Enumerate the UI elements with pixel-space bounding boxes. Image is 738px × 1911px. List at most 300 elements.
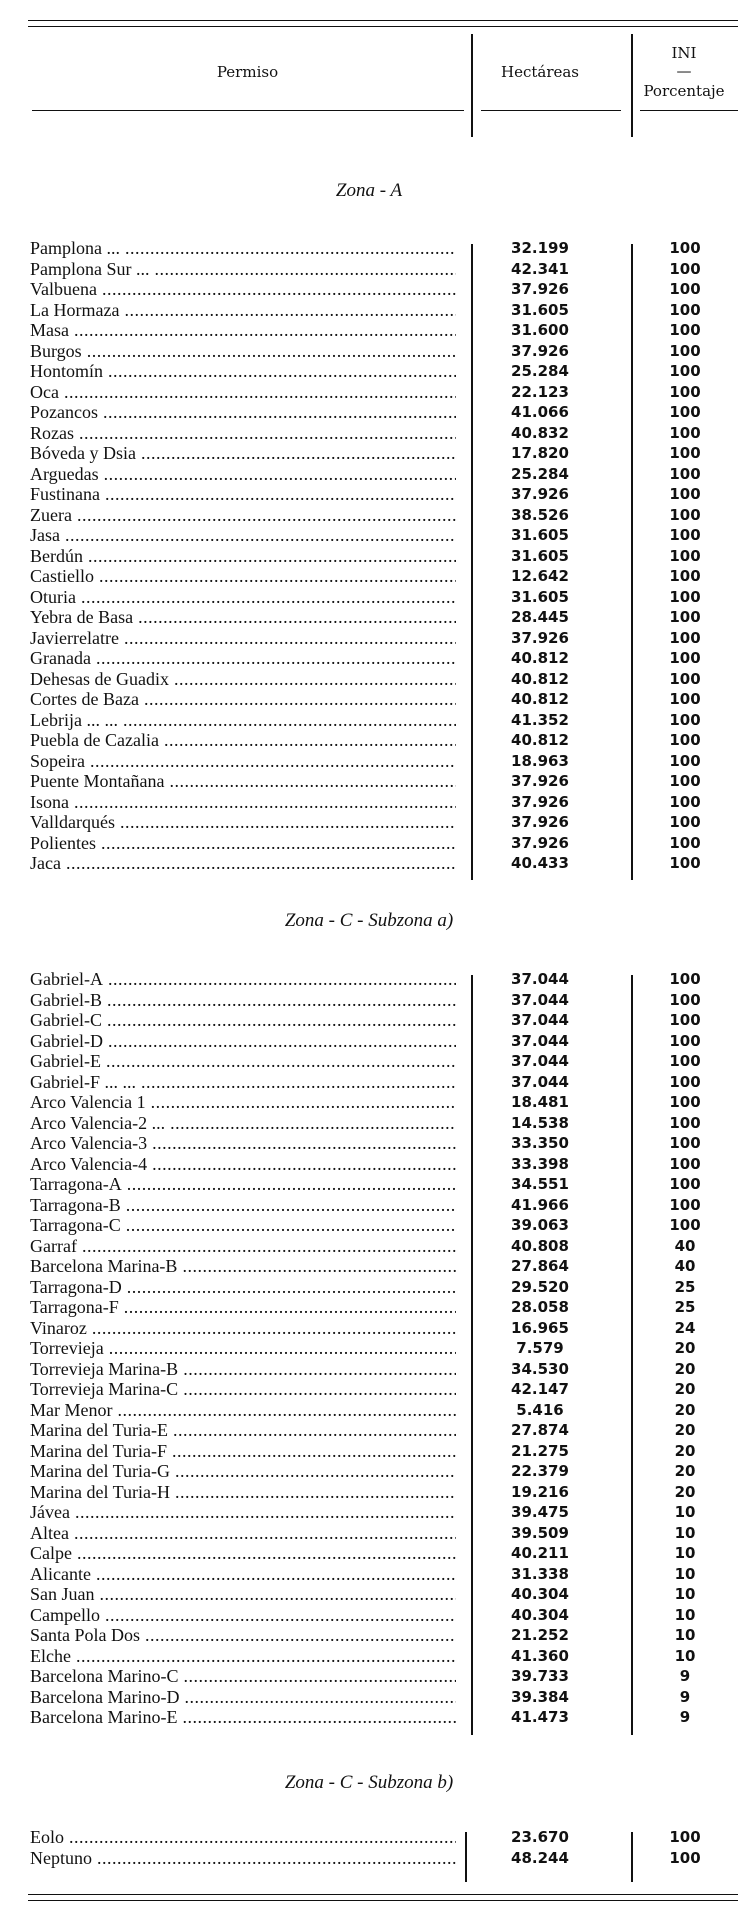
permiso-cell: Gabriel-E .....	[30, 1051, 456, 1071]
table-row	[0, 1091, 738, 1112]
permiso-cell: Gabriel-D .....	[30, 1031, 456, 1051]
hectareas-cell: 40.433	[511, 854, 569, 872]
permiso-cell: Castiello .....	[30, 566, 456, 586]
header-hectareas: Hectáreas	[500, 63, 580, 81]
porcentaje-cell: 100	[669, 1011, 701, 1029]
table-row	[0, 524, 738, 545]
porcentaje-cell: 100	[669, 239, 701, 257]
porcentaje-cell: 100	[669, 833, 701, 852]
table-row	[0, 1563, 738, 1584]
header-ini-dash: —	[676, 62, 692, 80]
porcentaje-cell: 10	[674, 1626, 696, 1644]
porcentaje-cell: 20	[674, 1441, 696, 1460]
table-row	[0, 1522, 738, 1543]
table-row	[0, 1214, 738, 1235]
zone-c-b-rows	[0, 1826, 738, 1867]
porcentaje-cell: 20	[674, 1359, 696, 1378]
table-row	[0, 852, 738, 873]
permiso-cell: Hontomín .....	[30, 361, 456, 381]
porcentaje-cell: 100	[669, 690, 701, 708]
hectareas-cell: 31.605	[511, 546, 569, 565]
permiso-cell: Zuera .....	[30, 505, 456, 525]
porcentaje-cell: 100	[669, 970, 701, 988]
table-row	[0, 1440, 738, 1461]
porcentaje-cell: 100	[669, 772, 701, 790]
hectareas-cell: 31.605	[511, 526, 569, 544]
hectareas-cell: 12.642	[511, 567, 569, 585]
permiso-cell: Cortes de Baza .....	[30, 689, 456, 709]
permiso-cell: Altea .....	[30, 1523, 456, 1543]
hectareas-cell: 7.579	[516, 1339, 564, 1357]
header-permiso: Permiso	[216, 63, 279, 81]
permiso-cell: Arguedas .....	[30, 464, 456, 484]
porcentaje-cell: 10	[674, 1585, 696, 1603]
hectareas-cell: 25.284	[511, 464, 569, 483]
hectareas-cell: 37.926	[511, 280, 569, 298]
table-row	[0, 1399, 738, 1420]
permiso-cell: Rozas .....	[30, 423, 456, 443]
permiso-cell: Polientes .....	[30, 833, 456, 853]
table-row	[0, 1071, 738, 1092]
porcentaje-cell: 9	[679, 1687, 691, 1706]
table-row	[0, 504, 738, 525]
hectareas-cell: 16.965	[511, 1318, 569, 1337]
permiso-cell: Eolo .....	[30, 1827, 456, 1847]
table-row	[0, 1276, 738, 1297]
hectareas-cell: 33.350	[511, 1134, 569, 1152]
hectareas-cell: 39.509	[511, 1523, 569, 1542]
hectareas-cell: 48.244	[511, 1848, 569, 1867]
table-row	[0, 360, 738, 381]
porcentaje-cell: 100	[669, 1195, 701, 1214]
porcentaje-cell: 25	[674, 1277, 696, 1296]
hectareas-cell: 37.044	[511, 1072, 569, 1091]
porcentaje-cell: 10	[674, 1646, 696, 1665]
porcentaje-cell: 100	[669, 669, 701, 688]
porcentaje-cell: 40	[674, 1236, 696, 1255]
permiso-cell: Puente Montañana .....	[30, 771, 456, 791]
permiso-cell: Alicante .....	[30, 1564, 456, 1584]
hectareas-cell: 37.926	[511, 772, 569, 790]
header-underline-permiso	[32, 110, 464, 111]
porcentaje-cell: 40	[674, 1257, 696, 1275]
table-row	[0, 1050, 738, 1071]
porcentaje-cell: 20	[674, 1339, 696, 1357]
table-row	[0, 1665, 738, 1686]
porcentaje-cell: 20	[674, 1482, 696, 1501]
header-divider-2	[631, 34, 633, 137]
porcentaje-cell: 10	[674, 1503, 696, 1521]
hectareas-cell: 34.551	[511, 1175, 569, 1193]
permiso-cell: Jasa .....	[30, 525, 456, 545]
porcentaje-cell: 100	[669, 567, 701, 585]
table-row	[0, 1624, 738, 1645]
permiso-cell: Isona .....	[30, 792, 456, 812]
porcentaje-cell: 100	[669, 813, 701, 831]
porcentaje-cell: 100	[669, 280, 701, 298]
hectareas-cell: 41.066	[511, 403, 569, 421]
table-row	[0, 1255, 738, 1276]
porcentaje-cell: 25	[674, 1298, 696, 1316]
permiso-cell: Gabriel-C .....	[30, 1010, 456, 1030]
table-row	[0, 1030, 738, 1051]
porcentaje-cell: 20	[674, 1421, 696, 1439]
top-rule-inner	[28, 26, 738, 27]
table-row	[0, 483, 738, 504]
permiso-cell: Calpe .....	[30, 1543, 456, 1563]
permiso-cell: Marina del Turia-E .....	[30, 1420, 456, 1440]
hectareas-cell: 40.812	[511, 690, 569, 708]
hectareas-cell: 29.520	[511, 1277, 569, 1296]
porcentaje-cell: 100	[669, 259, 701, 278]
porcentaje-cell: 10	[674, 1523, 696, 1542]
table-row	[0, 237, 738, 258]
table-row	[0, 442, 738, 463]
hectareas-cell: 31.605	[511, 300, 569, 319]
table-row	[0, 1419, 738, 1440]
hectareas-cell: 40.304	[511, 1585, 569, 1603]
porcentaje-cell: 100	[669, 403, 701, 421]
table-row	[0, 1317, 738, 1338]
hectareas-cell: 31.600	[511, 321, 569, 339]
permiso-cell: Burgos .....	[30, 341, 456, 361]
hectareas-cell: 37.926	[511, 485, 569, 503]
permiso-cell: Oca .....	[30, 382, 456, 402]
table-row	[0, 750, 738, 771]
table-row	[0, 1173, 738, 1194]
permiso-cell: Tarragona-F .....	[30, 1297, 456, 1317]
porcentaje-cell: 100	[669, 485, 701, 503]
permiso-cell: Marina del Turia-F .....	[30, 1441, 456, 1461]
table-row	[0, 647, 738, 668]
permiso-cell: La Hormaza .....	[30, 300, 456, 320]
porcentaje-cell: 100	[669, 990, 701, 1009]
table-row	[0, 811, 738, 832]
permiso-cell: Marina del Turia-H .....	[30, 1482, 456, 1502]
hectareas-cell: 40.211	[511, 1544, 569, 1562]
permiso-cell: Bóveda y Dsia .....	[30, 443, 456, 463]
table-row	[0, 422, 738, 443]
permiso-cell: Pamplona Sur ... .....	[30, 259, 456, 279]
hectareas-cell: 37.926	[511, 792, 569, 811]
hectareas-cell: 37.926	[511, 341, 569, 360]
table-row	[0, 278, 738, 299]
permiso-cell: Yebra de Basa .....	[30, 607, 456, 627]
permiso-cell: Dehesas de Guadix .....	[30, 669, 456, 689]
table-row	[0, 1378, 738, 1399]
hectareas-cell: 21.252	[511, 1626, 569, 1644]
hectareas-cell: 37.044	[511, 990, 569, 1009]
table-row	[0, 1337, 738, 1358]
permiso-cell: Tarragona-C .....	[30, 1215, 456, 1235]
table-row	[0, 668, 738, 689]
table-row	[0, 989, 738, 1010]
permiso-cell: Arco Valencia-3 .....	[30, 1133, 456, 1153]
table-row	[0, 606, 738, 627]
permiso-cell: Tarragona-A .....	[30, 1174, 456, 1194]
top-rule	[28, 20, 738, 21]
hectareas-cell: 37.926	[511, 813, 569, 831]
table-row	[0, 1542, 738, 1563]
porcentaje-cell: 100	[669, 546, 701, 565]
porcentaje-cell: 20	[674, 1380, 696, 1398]
hectareas-cell: 19.216	[511, 1482, 569, 1501]
porcentaje-cell: 100	[669, 710, 701, 729]
hectareas-cell: 39.475	[511, 1503, 569, 1521]
table-row	[0, 688, 738, 709]
porcentaje-cell: 100	[669, 854, 701, 872]
porcentaje-cell: 100	[669, 1113, 701, 1132]
hectareas-cell: 39.063	[511, 1216, 569, 1234]
hectareas-cell: 38.526	[511, 505, 569, 524]
porcentaje-cell: 100	[669, 1072, 701, 1091]
porcentaje-cell: 10	[674, 1605, 696, 1624]
table-row	[0, 1235, 738, 1256]
porcentaje-cell: 100	[669, 464, 701, 483]
header-ini: INI	[671, 44, 697, 62]
hectareas-cell: 17.820	[511, 444, 569, 462]
hectareas-cell: 41.360	[511, 1646, 569, 1665]
permiso-cell: Gabriel-F ... ... .....	[30, 1072, 456, 1092]
hectareas-cell: 32.199	[511, 239, 569, 257]
table-row	[0, 565, 738, 586]
table-row	[0, 1706, 738, 1727]
permiso-cell: Tarragona-B .....	[30, 1195, 456, 1215]
table-row	[0, 401, 738, 422]
table-row	[0, 1009, 738, 1030]
table-row	[0, 1826, 738, 1847]
table-row	[0, 1132, 738, 1153]
porcentaje-cell: 100	[669, 505, 701, 524]
permiso-cell: Barcelona Marino-E .....	[30, 1707, 456, 1727]
permiso-cell: Granada .....	[30, 648, 456, 668]
porcentaje-cell: 100	[669, 341, 701, 360]
permiso-cell: Santa Pola Dos .....	[30, 1625, 456, 1645]
hectareas-cell: 28.445	[511, 608, 569, 626]
hectareas-cell: 22.123	[511, 382, 569, 401]
hectareas-cell: 34.530	[511, 1359, 569, 1378]
permiso-cell: Garraf .....	[30, 1236, 456, 1256]
hectareas-cell: 41.966	[511, 1195, 569, 1214]
permiso-cell: Masa .....	[30, 320, 456, 340]
table-row	[0, 729, 738, 750]
zone-c-a-title: Zona - C - Subzona a)	[284, 910, 454, 931]
table-row	[0, 586, 738, 607]
permiso-cell: Marina del Turia-G .....	[30, 1461, 456, 1481]
permiso-cell: Jaca .....	[30, 853, 456, 873]
table-row	[0, 1645, 738, 1666]
permiso-cell: Pamplona ... .....	[30, 238, 456, 258]
permiso-cell: Fustinana .....	[30, 484, 456, 504]
permiso-cell: Campello .....	[30, 1605, 456, 1625]
hectareas-cell: 23.670	[511, 1828, 569, 1846]
table-row	[0, 1501, 738, 1522]
porcentaje-cell: 10	[674, 1544, 696, 1562]
permiso-cell: Pozancos .....	[30, 402, 456, 422]
permiso-cell: Gabriel-B .....	[30, 990, 456, 1010]
permiso-cell: Torrevieja .....	[30, 1338, 456, 1358]
hectareas-cell: 37.044	[511, 1031, 569, 1050]
hectareas-cell: 37.926	[511, 833, 569, 852]
header-porcentaje: Porcentaje	[643, 82, 725, 100]
hectareas-cell: 42.147	[511, 1380, 569, 1398]
zone-c-b-title: Zona - C - Subzona b)	[284, 1772, 454, 1793]
porcentaje-cell: 100	[669, 1134, 701, 1152]
header-underline-hectareas	[481, 110, 621, 111]
permiso-cell: Javierrelatre .....	[30, 628, 456, 648]
table-row	[0, 1460, 738, 1481]
porcentaje-cell: 20	[674, 1462, 696, 1480]
header-underline-ini	[640, 110, 738, 111]
hectareas-cell: 42.341	[511, 259, 569, 278]
hectareas-cell: 31.338	[511, 1564, 569, 1583]
permiso-cell: Sopeira .....	[30, 751, 456, 771]
table-row	[0, 381, 738, 402]
porcentaje-cell: 100	[669, 362, 701, 380]
table-row	[0, 1847, 738, 1868]
hectareas-cell: 5.416	[516, 1400, 564, 1419]
permiso-cell: Puebla de Cazalia .....	[30, 730, 456, 750]
porcentaje-cell: 100	[669, 649, 701, 667]
permiso-cell: Neptuno .....	[30, 1848, 456, 1868]
zone-a-rows	[0, 237, 738, 873]
hectareas-cell: 37.044	[511, 1052, 569, 1070]
hectareas-cell: 40.812	[511, 669, 569, 688]
permiso-cell: Torrevieja Marina-B .....	[30, 1359, 456, 1379]
permiso-cell: Arco Valencia 1 .....	[30, 1092, 456, 1112]
table-row	[0, 709, 738, 730]
porcentaje-cell: 9	[679, 1708, 691, 1726]
permiso-cell: Tarragona-D .....	[30, 1277, 456, 1297]
porcentaje-cell: 100	[669, 444, 701, 462]
permiso-cell: Valldarqués .....	[30, 812, 456, 832]
porcentaje-cell: 100	[669, 628, 701, 647]
porcentaje-cell: 100	[669, 792, 701, 811]
porcentaje-cell: 24	[674, 1318, 696, 1337]
porcentaje-cell: 100	[669, 300, 701, 319]
permiso-cell: Gabriel-A .....	[30, 969, 456, 989]
table-row	[0, 258, 738, 279]
porcentaje-cell: 100	[669, 1093, 701, 1111]
bottom-rule-inner	[28, 1900, 738, 1901]
porcentaje-cell: 100	[669, 1175, 701, 1193]
table-row	[0, 1358, 738, 1379]
porcentaje-cell: 20	[674, 1400, 696, 1419]
hectareas-cell: 21.275	[511, 1441, 569, 1460]
zone-c-a-rows	[0, 968, 738, 1727]
hectareas-cell: 31.605	[511, 587, 569, 606]
permiso-cell: Barcelona Marino-D .....	[30, 1687, 456, 1707]
table-row	[0, 1194, 738, 1215]
permiso-cell: Jávea .....	[30, 1502, 456, 1522]
hectareas-cell: 22.379	[511, 1462, 569, 1480]
table-row	[0, 299, 738, 320]
table-row	[0, 1153, 738, 1174]
hectareas-cell: 41.473	[511, 1708, 569, 1726]
hectareas-cell: 33.398	[511, 1154, 569, 1173]
hectareas-cell: 28.058	[511, 1298, 569, 1316]
hectareas-cell: 39.384	[511, 1687, 569, 1706]
hectareas-cell: 40.808	[511, 1236, 569, 1255]
porcentaje-cell: 100	[669, 751, 701, 770]
permiso-cell: Mar Menor .....	[30, 1400, 456, 1420]
bottom-rule	[28, 1894, 738, 1895]
header-divider-1	[471, 34, 473, 137]
porcentaje-cell: 100	[669, 1154, 701, 1173]
hectareas-cell: 37.044	[511, 1011, 569, 1029]
table-row	[0, 1604, 738, 1625]
hectareas-cell: 18.481	[511, 1093, 569, 1111]
permiso-cell: Barcelona Marina-B .....	[30, 1256, 456, 1276]
porcentaje-cell: 9	[679, 1667, 691, 1685]
porcentaje-cell: 100	[669, 1052, 701, 1070]
table-row	[0, 463, 738, 484]
hectareas-cell: 40.304	[511, 1605, 569, 1624]
zone-a-title: Zona - A	[335, 180, 403, 201]
table-row	[0, 832, 738, 853]
hectareas-cell: 40.812	[511, 649, 569, 667]
table-row	[0, 319, 738, 340]
hectareas-cell: 41.352	[511, 710, 569, 729]
hectareas-cell: 27.874	[511, 1421, 569, 1439]
permiso-cell: Barcelona Marino-C .....	[30, 1666, 456, 1686]
permiso-cell: Vinaroz .....	[30, 1318, 456, 1338]
porcentaje-cell: 100	[669, 1031, 701, 1050]
hectareas-cell: 39.733	[511, 1667, 569, 1685]
hectareas-cell: 14.538	[511, 1113, 569, 1132]
table-row	[0, 968, 738, 989]
porcentaje-cell: 100	[669, 1828, 701, 1846]
permiso-cell: Arco Valencia-2 ... .....	[30, 1113, 456, 1133]
porcentaje-cell: 100	[669, 321, 701, 339]
porcentaje-cell: 100	[669, 1848, 701, 1867]
table-row	[0, 1686, 738, 1707]
porcentaje-cell: 10	[674, 1564, 696, 1583]
porcentaje-cell: 100	[669, 423, 701, 442]
porcentaje-cell: 100	[669, 587, 701, 606]
table-row	[0, 791, 738, 812]
permiso-cell: San Juan .....	[30, 1584, 456, 1604]
hectareas-cell: 27.864	[511, 1257, 569, 1275]
table-row	[0, 627, 738, 648]
porcentaje-cell: 100	[669, 731, 701, 749]
porcentaje-cell: 100	[669, 608, 701, 626]
permiso-cell: Lebrija ... ... .....	[30, 710, 456, 730]
hectareas-cell: 37.044	[511, 970, 569, 988]
permiso-cell: Arco Valencia-4 .....	[30, 1154, 456, 1174]
porcentaje-cell: 100	[669, 382, 701, 401]
porcentaje-cell: 100	[669, 1216, 701, 1234]
hectareas-cell: 25.284	[511, 362, 569, 380]
permiso-cell: Torrevieja Marina-C .....	[30, 1379, 456, 1399]
table-row	[0, 1296, 738, 1317]
hectareas-cell: 40.812	[511, 731, 569, 749]
table-row	[0, 340, 738, 361]
permiso-cell: Elche .....	[30, 1646, 456, 1666]
table-row	[0, 770, 738, 791]
hectareas-cell: 18.963	[511, 751, 569, 770]
table-row	[0, 1583, 738, 1604]
hectareas-cell: 37.926	[511, 628, 569, 647]
hectareas-cell: 40.832	[511, 423, 569, 442]
permiso-cell: Valbuena .....	[30, 279, 456, 299]
table-row	[0, 1112, 738, 1133]
permiso-cell: Oturia .....	[30, 587, 456, 607]
table-row	[0, 545, 738, 566]
table-row	[0, 1481, 738, 1502]
permiso-cell: Berdún .....	[30, 546, 456, 566]
porcentaje-cell: 100	[669, 526, 701, 544]
